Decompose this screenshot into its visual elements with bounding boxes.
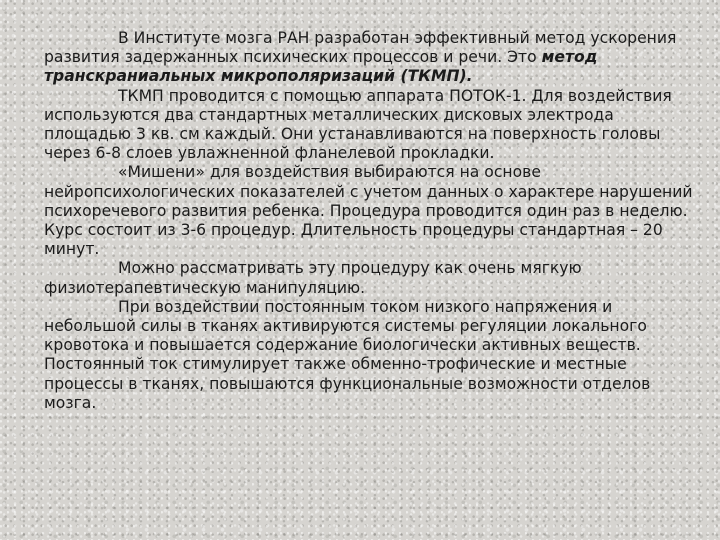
- paragraph-method-intro: [44, 29, 694, 87]
- paragraph-apparatus: [44, 87, 694, 164]
- paragraph-text: Можно рассматривать эту процедуру как очень мягкую физиотерапевтическую манипуляцию.: [44, 259, 582, 297]
- method-name-emphasis: метод транскраниальных микрополяризаций (ТКМП).: [44, 48, 598, 86]
- paragraph-text: ТКМП проводится с помощью аппарата ПОТОК-1. Для воздействия используются два стандартных металлических дисковых электрода площадью 3 кв. см каждый. Они устанавливаются на поверхность головы через 6-8 слоев увлажненной фланелевой прокладки.: [44, 86, 672, 163]
- paragraph-text: «Мишени» для воздействия выбираются на основе нейропсихологических показателей с учетом данных о характере нарушений психоречевого развития ребенка. Процедура проводится один раз в неделю. Курс состоит из 3-6 процедур. Длительность процедуры стандартная – 20 минут.: [44, 163, 693, 259]
- paragraph-text: При воздействии постоянным током низкого напряжения и небольшой силы в тканях активируются системы регуляции локального кровотока и повышается содержание биологически активных веществ. Постоянный ток стимулирует также обменно-трофические и местные процессы в тканях, повышаются функциональные возможности отделов мозга.: [44, 297, 651, 412]
- paragraph-mild-procedure: [44, 259, 694, 297]
- paragraph-text: В Институте мозга РАН разработан эффективный метод ускорения развития задержанных психических процессов и речи. Это: [44, 29, 677, 67]
- slide-body-text: [44, 29, 694, 413]
- paragraph-mechanism: [44, 298, 694, 413]
- paragraph-targets: [44, 163, 694, 259]
